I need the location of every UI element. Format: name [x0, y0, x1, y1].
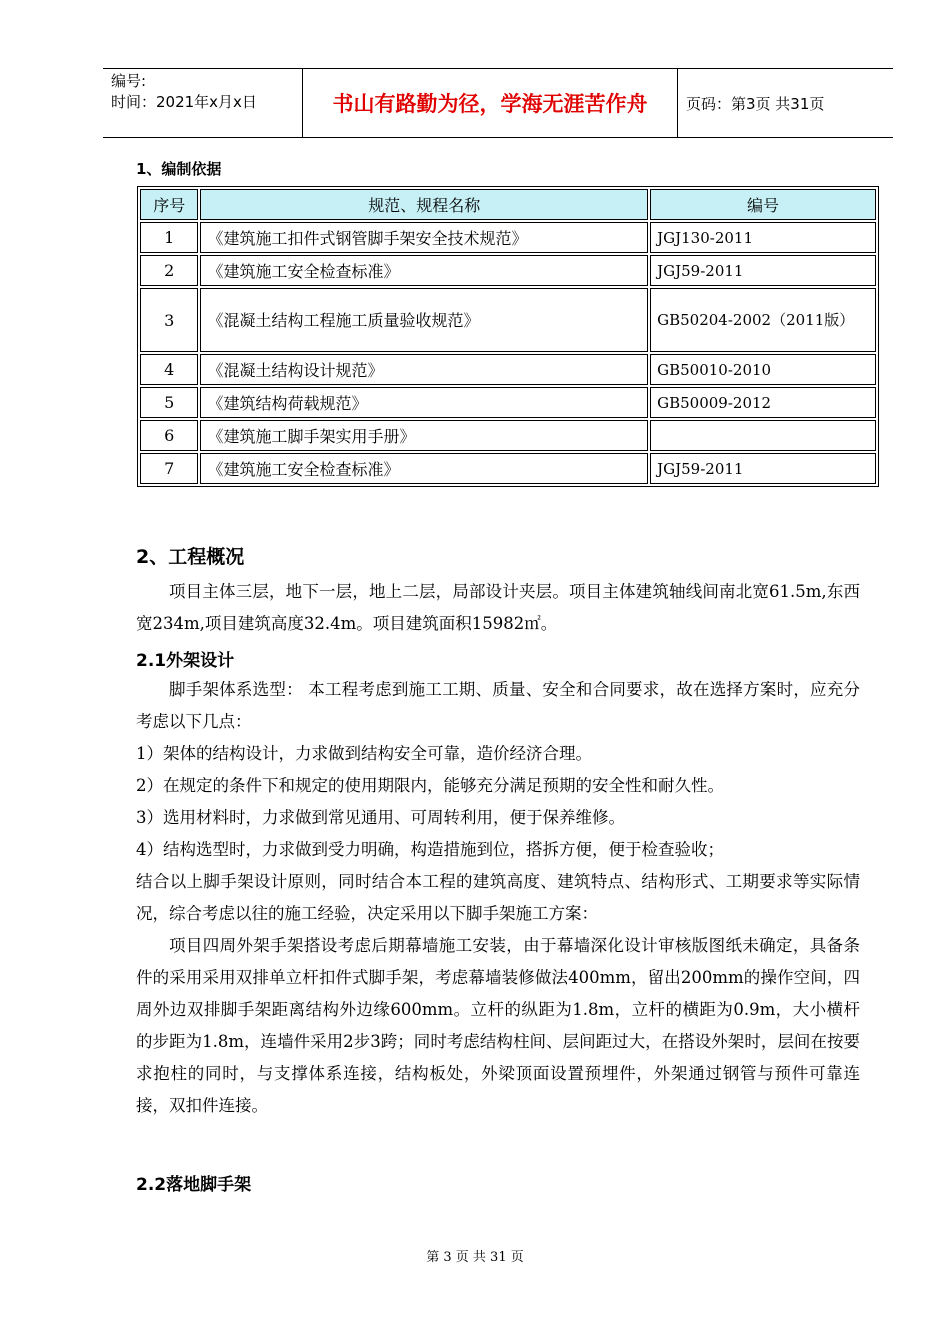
table-row: [140, 453, 876, 484]
table-cell: [650, 420, 876, 451]
table-row: [140, 387, 876, 418]
list-item: 3）选用材料时，力求做到常见通用、可周转利用，便于保养维修。: [136, 808, 625, 827]
time-label: 时间：2021年x月x日: [111, 93, 257, 111]
table-cell: 7: [140, 453, 198, 484]
table-row: [140, 222, 876, 253]
list-item: 4）结构选型时，力求做到受力明确，构造措施到位，搭拆方便，便于检查验收；: [136, 840, 724, 859]
subsection-2-2-heading: 2.2落地脚手架: [136, 1175, 252, 1195]
table-cell: 《建筑施工扣件式钢管脚手架安全技术规范》: [200, 222, 648, 253]
table-cell: 3: [140, 288, 198, 352]
section2-heading: 2、工程概况: [136, 546, 245, 568]
table-cell: 《建筑施工脚手架实用手册》: [200, 420, 648, 451]
table-cell: 《混凝土结构工程施工质量验收规范》: [200, 288, 648, 352]
table-cell: 1: [140, 222, 198, 253]
list-item: 2）在规定的条件下和规定的使用期限内，能够充分满足预期的安全性和耐久性。: [136, 776, 724, 795]
table-row: [140, 354, 876, 385]
intro-paragraph: 项目主体三层，地下一层，地上二层，局部设计夹层。项目主体建筑轴线间南北宽61.5m,东西宽234m,项目建筑高度32.4m。项目建筑面积15982㎡。: [136, 582, 860, 633]
page-footer: 第 3 页 共 31 页: [426, 1250, 524, 1265]
table-cell: 2: [140, 255, 198, 286]
subsection-2-1-body: [136, 674, 860, 1122]
section2-intro: [136, 576, 860, 640]
number-label: 编号:: [111, 72, 147, 90]
table-header-cell: 编号: [650, 189, 876, 220]
table-cell: 6: [140, 420, 198, 451]
header-page-label: 页码：第3页 共31页: [686, 94, 825, 113]
table-header-cell: 规范、规程名称: [200, 189, 648, 220]
subsection-2-1-heading: 2.1外架设计: [136, 651, 235, 671]
table-cell: 《建筑结构荷载规范》: [200, 387, 648, 418]
detail-paragraph: 项目四周外架手架搭设考虑后期幕墙施工安装，由于幕墙深化设计审核版图纸未确定，具备条件的采用采用双排单立杆扣件式脚手架，考虑幕墙装修做法400mm，留出200mm的操作空间，四周外边双排脚手架距离结构外边缘600mm。立杆的纵距为1.8m，立杆的横距为0.9m，大小横杆的步距为1.8m，连墙件采用2步3跨；同时考虑结构柱间、层间距过大，在搭设外架时，层间在按要求抱柱的同时，与支撑体系连接，结构板处，外梁顶面设置预埋件，外架通过钢管与预件可靠连接，双扣件连接。: [136, 936, 860, 1115]
header-meta: [103, 69, 303, 137]
table-cell: JGJ59-2011: [650, 255, 876, 286]
selection-paragraph: 脚手架体系选型： 本工程考虑到施工工期、质量、安全和合同要求，故在选择方案时，应充分考虑以下几点：: [136, 680, 860, 731]
conclusion-paragraph: 结合以上脚手架设计原则，同时结合本工程的建筑高度、建筑特点、结构形式、工期要求等实际情况，综合考虑以往的施工经验，决定采用以下脚手架施工方案：: [136, 872, 860, 923]
reference-table: [137, 186, 879, 487]
table-row: [140, 288, 876, 352]
section1-heading: 1、编制依据: [136, 160, 222, 178]
table-cell: 《建筑施工安全检查标准》: [200, 453, 648, 484]
header-motto: 书山有路勤为径，学海无涯苦作舟: [303, 69, 678, 137]
table-cell: 《混凝土结构设计规范》: [200, 354, 648, 385]
table-row: [140, 255, 876, 286]
table-cell: 5: [140, 387, 198, 418]
table-cell: 《建筑施工安全检查标准》: [200, 255, 648, 286]
table-cell: GB50204-2002（2011版）: [650, 288, 876, 352]
table-header-cell: 序号: [140, 189, 198, 220]
table-cell: JGJ59-2011: [650, 453, 876, 484]
table-cell: GB50009-2012: [650, 387, 876, 418]
list-item: 1）架体的结构设计，力求做到结构安全可靠，造价经济合理。: [136, 744, 592, 763]
table-cell: 4: [140, 354, 198, 385]
page-header: [103, 68, 893, 138]
table-cell: JGJ130-2011: [650, 222, 876, 253]
table-cell: GB50010-2010: [650, 354, 876, 385]
table-header-row: [140, 189, 876, 220]
table-row: [140, 420, 876, 451]
